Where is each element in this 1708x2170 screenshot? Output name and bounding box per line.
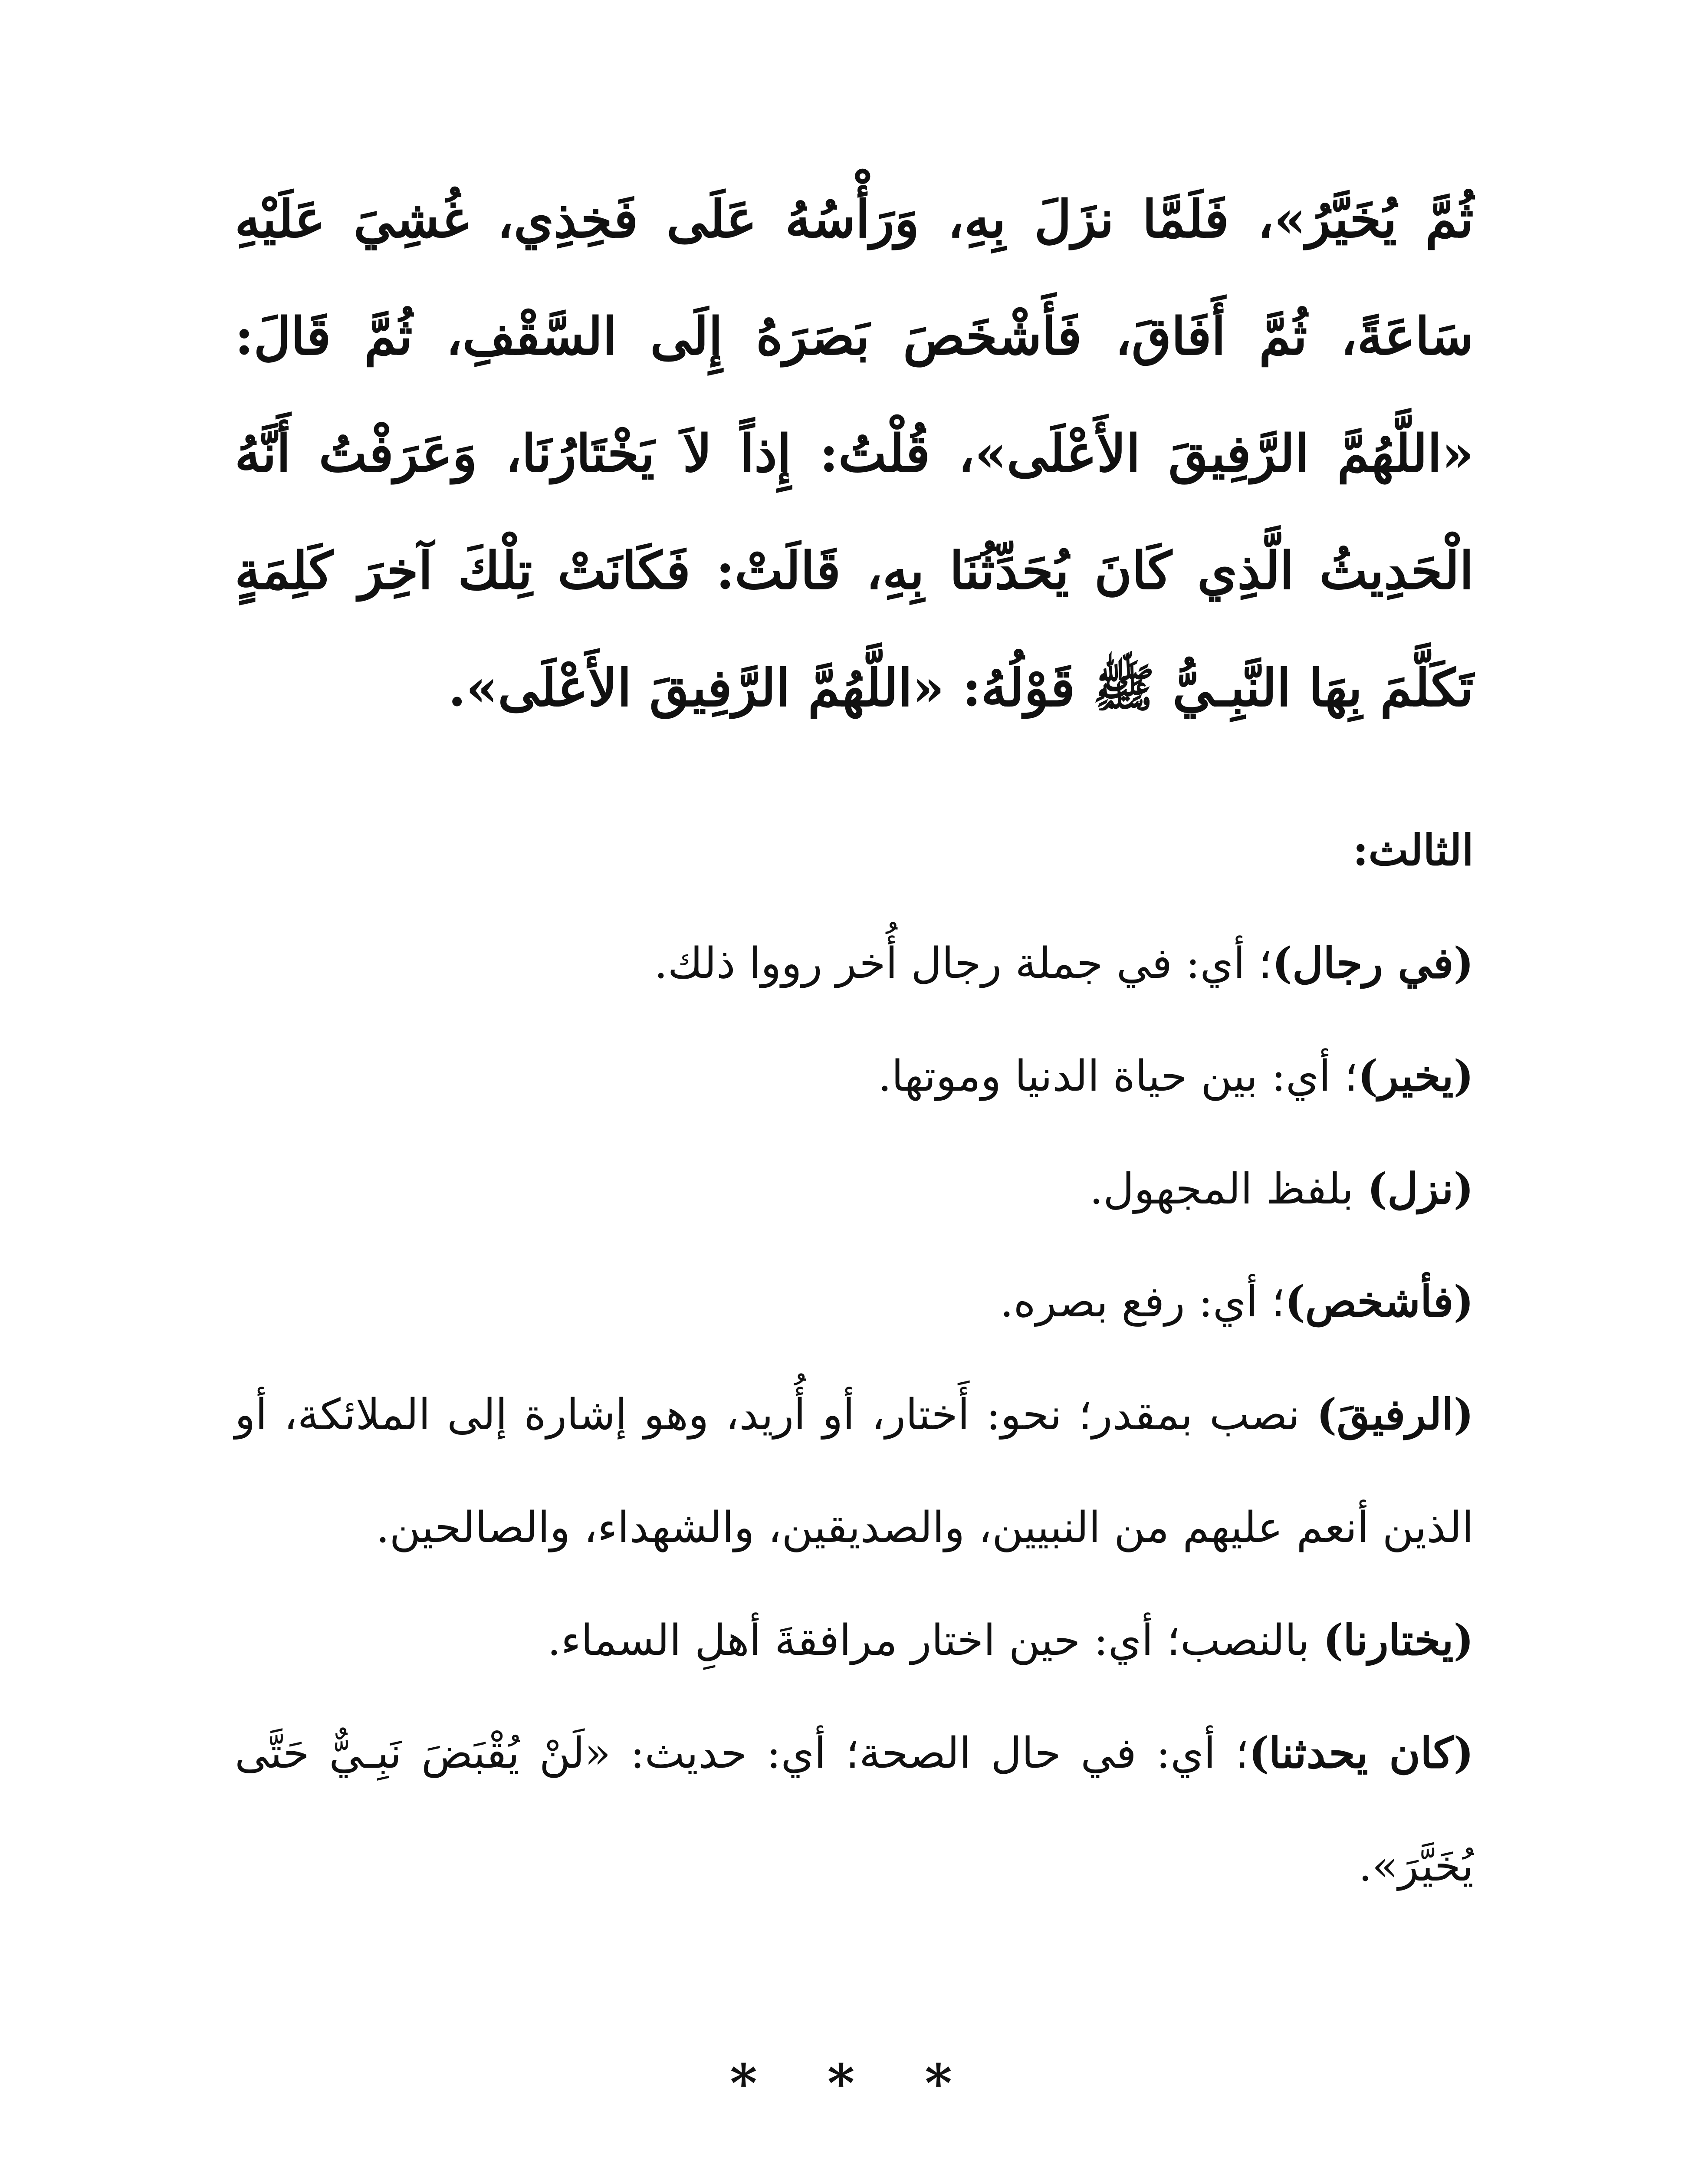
asterisk-separator: * * * <box>730 2053 978 2114</box>
commentary-text: ؛ أي: في حال الصحة؛ أي: حديث: «لَنْ يُقْبَضَ نَبِـيٌّ حَتَّى يُخَيَّرَ». <box>235 1729 1474 1891</box>
commentary-item <box>235 1697 1474 1923</box>
commentary-text: ؛ أي: رفع بصره. <box>1000 1277 1285 1327</box>
commentary-item <box>235 1133 1474 1246</box>
commentary-term: (الرفيقَ) <box>1316 1390 1474 1440</box>
commentary-term: (نزل) <box>1367 1164 1474 1214</box>
commentary-text: بالنصب؛ أي: حين اختار مرافقةَ أهلِ السماء. <box>547 1616 1323 1665</box>
commentary-term: (فأشخص) <box>1285 1277 1474 1327</box>
commentary-item <box>235 1358 1474 1584</box>
section-heading: الثالث: <box>1353 825 1474 875</box>
commentary-term: (في رجال) <box>1272 938 1474 988</box>
commentary-text: نصب بمقدر؛ نحو: أَختار، أو أُريد، وهو إشارة إلى الملائكة، أو الذين أنعم عليهم من النبيين، والصديقين، والشهداء، والصالحين. <box>235 1390 1474 1552</box>
commentary-item <box>235 907 1474 1020</box>
commentary-text: ؛ أي: بين حياة الدنيا وموتها. <box>878 1052 1358 1101</box>
commentary-text: بلفظ المجهول. <box>1089 1164 1367 1214</box>
commentary-term: (يختارنا) <box>1323 1615 1474 1665</box>
commentary-item <box>235 1584 1474 1697</box>
hadith-paragraph: ثُمَّ يُخَيَّرُ»، فَلَمَّا نزَلَ بِهِ، وَرَأْسُهُ عَلَى فَخِذِي، غُشِيَ عَلَيْهِ سَاعَةً، ثُمَّ أَفَاقَ، فَأَشْخَصَ بَصَرَهُ إِلَى السَّقْفِ، ثُمَّ قَالَ: «اللَّهُمَّ الرَّفِيقَ الأَعْلَى»، قُلْتُ: إِذاً لاَ يَخْتَارُنَا، وَعَرَفْتُ أَنَّهُ الْحَدِيثُ الَّذِي كَانَ يُحَدِّثُنَا بِهِ، قَالَتْ: فَكَانَتْ تِلْكَ آخِرَ كَلِمَةٍ تَكَلَّمَ بِهَا النَّبِـيُّ ﷺ قَوْلُهُ: «اللَّهُمَّ الرَّفِيقَ الأَعْلَى». <box>235 189 1474 718</box>
commentary-section <box>235 794 1474 1923</box>
hadith-text-block <box>235 161 1474 746</box>
commentary-text: ؛ أي: في جملة رجال أُخر رووا ذلك. <box>654 939 1272 988</box>
commentary-term: (كان يحدثنا) <box>1248 1728 1474 1778</box>
commentary-item <box>235 1246 1474 1358</box>
commentary-item <box>235 1020 1474 1133</box>
commentary-term: (يخير) <box>1358 1051 1474 1101</box>
